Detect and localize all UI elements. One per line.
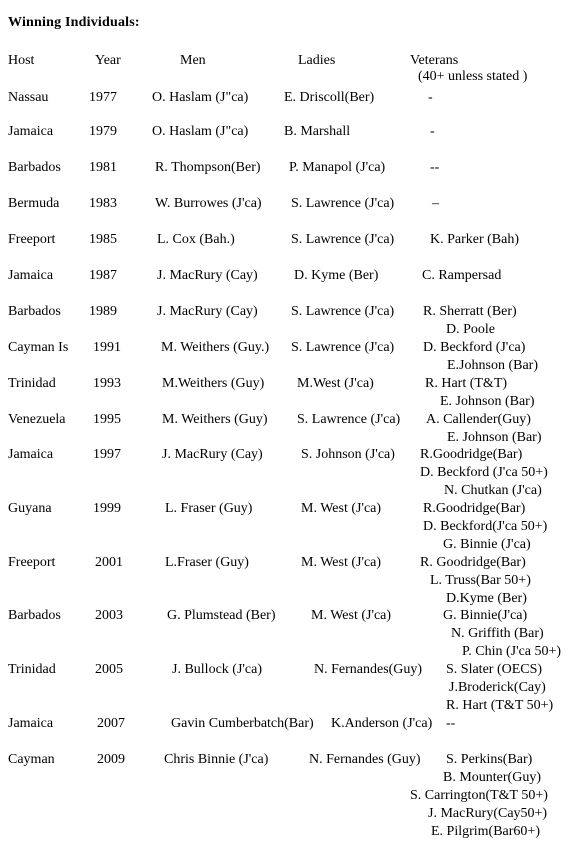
veterans-cell: S. Slater (OECS) [446, 662, 543, 677]
year-cell: 2007 [97, 716, 125, 731]
veterans-cell: J. MacRury(Cay50+) [428, 806, 548, 821]
year-cell: 1997 [93, 447, 121, 462]
veterans-cell: S. Perkins(Bar) [446, 752, 533, 767]
host-cell: Trinidad [8, 376, 56, 391]
page-title: Winning Individuals: [8, 15, 140, 30]
host-cell: Jamaica [8, 268, 54, 283]
ladies-cell: N. Fernandes (Guy) [309, 752, 421, 767]
ladies-cell: S. Lawrence (J'ca) [291, 340, 395, 355]
veterans-cell: R.Goodridge(Bar) [423, 501, 526, 516]
veterans-cell: G. Binnie (J'ca) [443, 537, 531, 552]
men-cell: G. Plumstead (Ber) [167, 608, 276, 623]
veterans-cell: -- [446, 716, 456, 731]
year-cell: 2005 [95, 662, 123, 677]
men-cell: J. MacRury (Cay) [157, 268, 258, 283]
host-cell: Freeport [8, 232, 56, 247]
host-cell: Jamaica [8, 716, 54, 731]
year-cell: 2001 [95, 555, 123, 570]
host-cell: Barbados [8, 160, 61, 175]
veterans-cell: D. Beckford (J'ca 50+) [420, 465, 548, 480]
header-veterans-note: (40+ unless stated ) [418, 69, 528, 84]
veterans-cell: -- [430, 160, 440, 175]
year-cell: 1995 [93, 412, 121, 427]
veterans-cell: D. Beckford(J'ca 50+) [423, 519, 548, 534]
ladies-cell: S. Lawrence (J'ca) [291, 232, 395, 247]
veterans-cell: E. Johnson (Bar) [447, 430, 542, 445]
veterans-cell: E.Johnson (Bar) [447, 358, 538, 373]
veterans-cell: E. Johnson (Bar) [440, 394, 535, 409]
veterans-cell: R. Hart (T&T 50+) [446, 698, 554, 713]
host-cell: Jamaica [8, 124, 54, 139]
header-host: Host [8, 53, 35, 68]
veterans-cell: N. Chutkan (J'ca) [444, 483, 542, 498]
veterans-cell: A. Callender(Guy) [426, 412, 531, 427]
year-cell: 1999 [93, 501, 121, 516]
host-cell: Barbados [8, 304, 61, 319]
veterans-cell: K. Parker (Bah) [430, 232, 520, 247]
ladies-cell: B. Marshall [284, 124, 351, 139]
ladies-cell: S. Lawrence (J'ca) [297, 412, 401, 427]
men-cell: M.Weithers (Guy) [162, 376, 265, 391]
year-cell: 1979 [89, 124, 117, 139]
host-cell: Trinidad [8, 662, 56, 677]
veterans-cell: P. Chin (J'ca 50+) [462, 644, 562, 659]
host-cell: Nassau [8, 90, 49, 105]
host-cell: Freeport [8, 555, 56, 570]
ladies-cell: M. West (J'ca) [301, 555, 382, 570]
header-ladies: Ladies [298, 53, 336, 68]
year-cell: 2009 [97, 752, 125, 767]
men-cell: L. Cox (Bah.) [157, 232, 235, 247]
ladies-cell: S. Lawrence (J'ca) [291, 304, 395, 319]
men-cell: R. Thompson(Ber) [155, 160, 261, 175]
host-cell: Jamaica [8, 447, 54, 462]
veterans-cell: R.Goodridge(Bar) [420, 447, 523, 462]
year-cell: 2003 [95, 608, 123, 623]
year-cell: 1985 [89, 232, 117, 247]
ladies-cell: K.Anderson (J'ca) [331, 716, 433, 731]
veterans-cell: G. Binnie(J'ca) [443, 608, 528, 623]
host-cell: Cayman [8, 752, 55, 767]
year-cell: 1991 [93, 340, 121, 355]
ladies-cell: S. Johnson (J'ca) [301, 447, 395, 462]
header-veterans: Veterans [410, 53, 459, 68]
ladies-cell: P. Manapol (J'ca) [289, 160, 386, 175]
men-cell: W. Burrowes (J'ca) [155, 196, 262, 211]
host-cell: Venezuela [8, 412, 66, 427]
veterans-cell: R. Goodridge(Bar) [420, 555, 526, 570]
men-cell: Gavin Cumberbatch(Bar) [171, 716, 314, 731]
host-cell: Guyana [8, 501, 52, 516]
veterans-cell: S. Carrington(T&T 50+) [410, 788, 548, 803]
year-cell: 1977 [89, 90, 117, 105]
veterans-cell: - [428, 90, 433, 105]
men-cell: J. Bullock (J'ca) [172, 662, 263, 677]
year-cell: 1989 [89, 304, 117, 319]
ladies-cell: E. Driscoll(Ber) [284, 90, 375, 105]
header-year: Year [95, 53, 121, 68]
year-cell: 1983 [89, 196, 117, 211]
year-cell: 1981 [89, 160, 117, 175]
year-cell: 1987 [89, 268, 117, 283]
men-cell: O. Haslam (J"ca) [152, 90, 249, 105]
veterans-cell: R. Hart (T&T) [425, 376, 508, 391]
veterans-cell: R. Sherratt (Ber) [423, 304, 517, 319]
host-cell: Barbados [8, 608, 61, 623]
veterans-cell: N. Griffith (Bar) [451, 626, 544, 641]
veterans-cell: B. Mounter(Guy) [443, 770, 541, 785]
ladies-cell: N. Fernandes(Guy) [314, 662, 423, 677]
ladies-cell: S. Lawrence (J'ca) [291, 196, 395, 211]
ladies-cell: D. Kyme (Ber) [294, 268, 379, 283]
men-cell: J. MacRury (Cay) [162, 447, 263, 462]
men-cell: J. MacRury (Cay) [157, 304, 258, 319]
veterans-cell: D. Poole [446, 322, 495, 337]
header-men: Men [180, 53, 206, 68]
veterans-cell: L. Truss(Bar 50+) [430, 573, 531, 588]
men-cell: O. Haslam (J"ca) [152, 124, 249, 139]
veterans-cell: J.Broderick(Cay) [449, 680, 546, 695]
veterans-cell: - [430, 124, 435, 139]
ladies-cell: M. West (J'ca) [311, 608, 392, 623]
veterans-cell: E. Pilgrim(Bar60+) [431, 824, 540, 839]
year-cell: 1993 [93, 376, 121, 391]
host-cell: Cayman Is [8, 340, 69, 355]
men-cell: M. Weithers (Guy) [162, 412, 268, 427]
men-cell: Chris Binnie (J'ca) [164, 752, 269, 767]
ladies-cell: M. West (J'ca) [301, 501, 382, 516]
veterans-cell: D.Kyme (Ber) [446, 591, 527, 606]
men-cell: L.Fraser (Guy) [165, 555, 249, 570]
veterans-cell: C. Rampersad [422, 268, 502, 283]
ladies-cell: M.West (J'ca) [297, 376, 374, 391]
men-cell: L. Fraser (Guy) [165, 501, 253, 516]
host-cell: Bermuda [8, 196, 60, 211]
veterans-cell: D. Beckford (J'ca) [423, 340, 526, 355]
men-cell: M. Weithers (Guy.) [161, 340, 270, 355]
veterans-cell: – [432, 196, 439, 211]
